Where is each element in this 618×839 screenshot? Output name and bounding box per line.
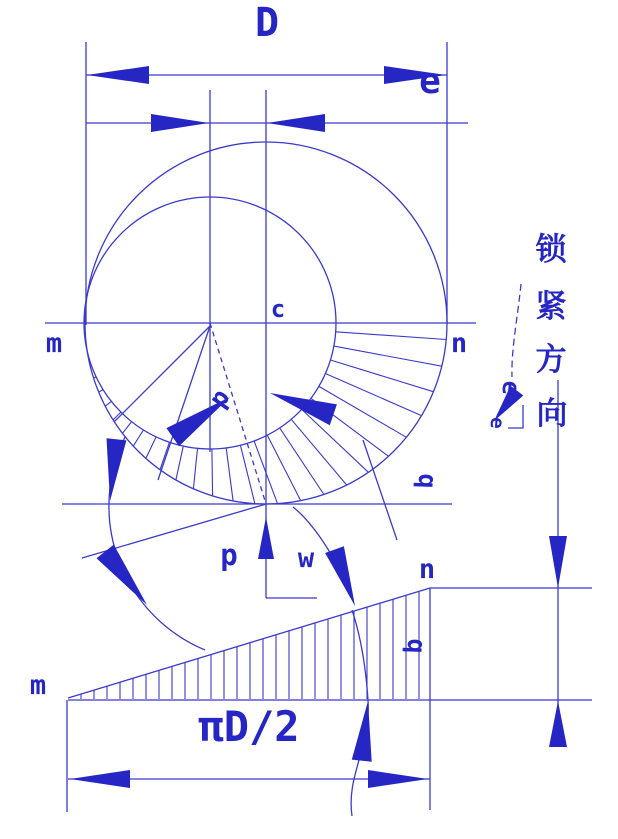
dashed-radius-line: [210, 323, 266, 504]
label-leader-e: e: [496, 379, 526, 397]
label-circle-q: q: [412, 473, 443, 490]
annotation-leader-curve: [512, 284, 521, 377]
labels-group: [30, 0, 526, 751]
radius-line-b: [158, 326, 210, 480]
label-wedge-n: n: [418, 554, 436, 585]
wedge-outline: [68, 588, 430, 700]
q-leader-line: [363, 440, 397, 540]
label-eccentricity-e: e: [419, 61, 441, 102]
unroll-arc: [109, 437, 205, 650]
label-rotated-d: d: [205, 385, 239, 415]
label-point-n: n: [450, 328, 468, 359]
label-wedge-m: m: [29, 670, 47, 701]
wedge-hatching: [81, 591, 419, 699]
annulus-hatching: [94, 332, 447, 504]
label-half-circumference: πD/2: [198, 702, 300, 751]
label-diameter-D: D: [254, 0, 280, 46]
annotation-char-3: 方: [535, 342, 567, 378]
annotation-tick: [508, 405, 523, 428]
locking-direction-annotation: [536, 232, 568, 432]
label-force-p: p: [220, 538, 238, 572]
annotation-char-2: 紧: [535, 289, 567, 325]
construction-lines: [45, 42, 592, 816]
label-point-m: m: [45, 328, 63, 359]
label-leader-e-small: e: [485, 416, 509, 430]
label-center-c: c: [270, 295, 286, 323]
label-wedge-q: q: [401, 638, 432, 655]
radius-line-a: [114, 326, 210, 422]
annotation-char-4: 向: [536, 396, 568, 432]
label-force-w: w: [297, 543, 315, 574]
annotation-char-1: 锁: [535, 232, 567, 268]
